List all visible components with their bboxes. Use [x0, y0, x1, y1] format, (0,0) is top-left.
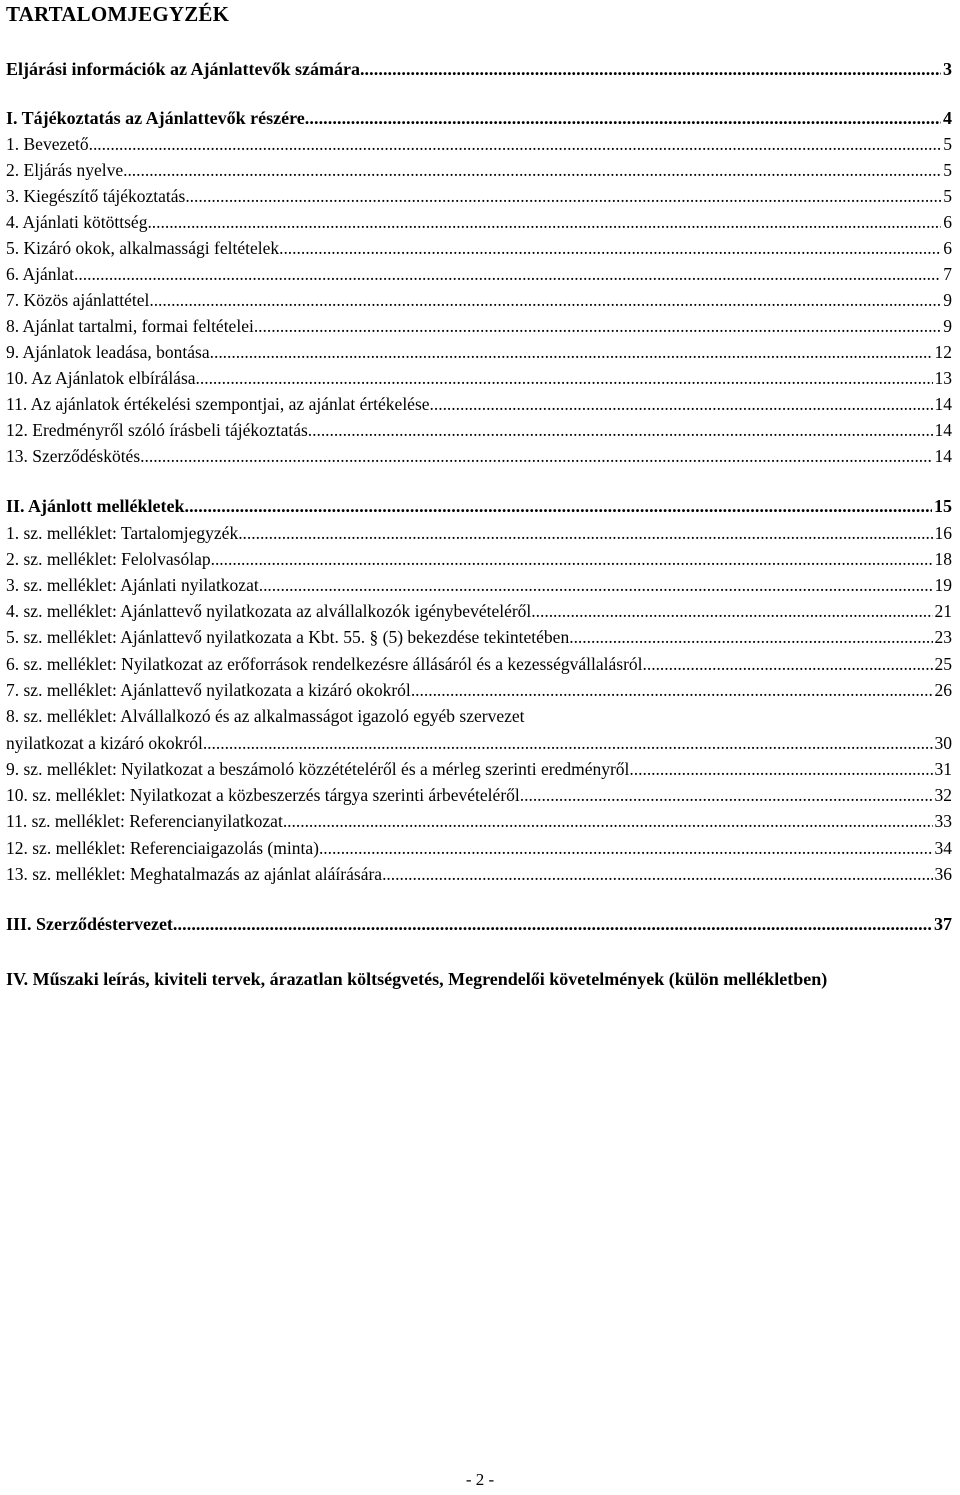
toc-leader-dots — [210, 340, 933, 364]
toc-entry-label: II. Ajánlott mellékletek — [6, 496, 185, 516]
toc-entry-page: 33 — [934, 811, 952, 831]
toc-leader-dots — [283, 809, 933, 833]
toc-leader-dots — [382, 862, 932, 886]
toc-entry-page: 15 — [934, 496, 952, 516]
toc-entry-label: 7. Közös ajánlattétel — [6, 290, 150, 310]
toc-entry-label: 2. sz. melléklet: Felolvasólap — [6, 549, 211, 569]
toc-leader-dots — [238, 521, 932, 545]
toc-entry-page: 6 — [943, 238, 952, 258]
toc-entry[interactable] — [6, 836, 952, 860]
toc-leader-dots — [123, 158, 941, 182]
toc-entry-label: 1. Bevezető — [6, 134, 89, 154]
toc-leader-dots — [520, 783, 933, 807]
toc-entry-label: 12. Eredményről szóló írásbeli tájékoztatás — [6, 420, 308, 440]
toc-entry-page: 9 — [943, 290, 952, 310]
toc-leader-dots — [149, 288, 941, 312]
toc-entry-label: 7. sz. melléklet: Ajánlattevő nyilatkozata a kizáró okokról — [6, 680, 411, 700]
toc-leader-dots — [74, 262, 941, 286]
toc-entry[interactable] — [6, 184, 952, 208]
toc-entry-page: 19 — [934, 575, 952, 595]
toc-leader-dots — [411, 678, 933, 702]
toc-entry[interactable] — [6, 366, 952, 390]
toc-entry-label-line1: 8. sz. melléklet: Alvállalkozó és az alkalmasságot igazoló egyéb szervezet — [6, 706, 525, 726]
toc-entry[interactable] — [6, 599, 952, 623]
toc-entry-page: 23 — [934, 627, 952, 647]
toc-entry-label: 11. sz. melléklet: Referencianyilatkozat — [6, 811, 283, 831]
toc-leader-dots — [259, 573, 933, 597]
toc-entry[interactable] — [6, 444, 952, 468]
toc-entry-page: 7 — [943, 264, 952, 284]
toc-entry[interactable] — [6, 652, 952, 676]
toc-entry-section-ii[interactable] — [6, 494, 952, 518]
toc-entry[interactable] — [6, 757, 952, 781]
toc-entry-label: 5. sz. melléklet: Ajánlattevő nyilatkozata a Kbt. 55. § (5) bekezdése tekintetében — [6, 627, 570, 647]
toc-entry-section-iii[interactable] — [6, 912, 952, 936]
toc-entry-page: 14 — [934, 420, 952, 440]
toc-entry-label: 8. Ajánlat tartalmi, formai feltételei — [6, 316, 254, 336]
toc-entry-page: 31 — [934, 759, 952, 779]
toc-entry-page: 9 — [943, 316, 952, 336]
toc-entry-page: 18 — [934, 549, 952, 569]
toc-entry-label: 3. Kiegészítő tájékoztatás — [6, 186, 186, 206]
toc-entry-page: 36 — [934, 864, 952, 884]
toc-entry-label: I. Tájékoztatás az Ajánlattevők részére — [6, 108, 305, 128]
toc-entry-page: 14 — [934, 394, 952, 414]
toc-entry[interactable] — [6, 521, 952, 545]
toc-entry[interactable] — [6, 809, 952, 833]
toc-leader-dots — [643, 652, 933, 676]
toc-leader-dots — [629, 757, 932, 781]
toc-entry-page: 30 — [934, 733, 952, 753]
toc-entry[interactable] — [6, 210, 952, 234]
toc-entry[interactable] — [6, 625, 952, 649]
toc-entry-page: 13 — [934, 368, 952, 388]
toc-entry-page: 14 — [934, 446, 952, 466]
toc-entry-eljarasi-informaciok[interactable] — [6, 57, 952, 81]
toc-entry[interactable] — [6, 340, 952, 364]
toc-entry-label: 13. sz. melléklet: Meghatalmazás az ajánlat aláírására — [6, 864, 383, 884]
toc-entry[interactable] — [6, 392, 952, 416]
toc-leader-dots — [308, 418, 933, 442]
toc-entry-label: 4. sz. melléklet: Ajánlattevő nyilatkozata az alvállalkozók igénybevételéről — [6, 601, 532, 621]
toc-entry-label: nyilatkozat a kizáró okokról — [6, 733, 203, 753]
toc-entry[interactable] — [6, 262, 952, 286]
toc-entry-page: 32 — [934, 785, 952, 805]
toc-entry-page: 5 — [943, 160, 952, 180]
toc-entry-page: 12 — [934, 342, 952, 362]
toc-entry[interactable] — [6, 678, 952, 702]
toc-entry[interactable] — [6, 731, 952, 755]
toc-leader-dots — [360, 57, 941, 81]
toc-entry-page: 6 — [943, 212, 952, 232]
toc-entry-page: 37 — [934, 914, 952, 934]
toc-leader-dots — [569, 625, 932, 649]
toc-entry-label: 12. sz. melléklet: Referenciaigazolás (minta) — [6, 838, 319, 858]
toc-entry-label: 3. sz. melléklet: Ajánlati nyilatkozat — [6, 575, 259, 595]
toc-entry-label: 5. Kizáró okok, alkalmassági feltételek — [6, 238, 280, 258]
toc-entry-label: 13. Szerződéskötés — [6, 446, 141, 466]
toc-entry-label: 2. Eljárás nyelve — [6, 160, 124, 180]
toc-leader-dots — [319, 836, 933, 860]
toc-leader-dots — [196, 366, 933, 390]
toc-entry-section-iv[interactable]: IV. Műszaki leírás, kiviteli tervek, árazatlan költségvetés, Megrendelői követelmények (külön mellékletben) — [6, 969, 828, 989]
toc-leader-dots — [211, 547, 933, 571]
toc-leader-dots — [140, 444, 932, 468]
toc-leader-dots — [89, 132, 942, 156]
toc-entry-page: 34 — [934, 838, 952, 858]
toc-leader-dots — [184, 494, 932, 518]
toc-entry[interactable] — [6, 132, 952, 156]
toc-entry-label: 10. sz. melléklet: Nyilatkozat a közbeszerzés tárgya szerinti árbevételéről — [6, 785, 520, 805]
toc-entry[interactable] — [6, 783, 952, 807]
toc-entry-label: 4. Ajánlati kötöttség — [6, 212, 148, 232]
toc-entry[interactable] — [6, 547, 952, 571]
toc-entry[interactable] — [6, 573, 952, 597]
toc-entry[interactable] — [6, 158, 952, 182]
toc-entry[interactable] — [6, 314, 952, 338]
toc-entry-label: 9. sz. melléklet: Nyilatkozat a beszámoló közzétételéről és a mérleg szerinti eredményről — [6, 759, 630, 779]
toc-entry-page: 4 — [943, 108, 952, 128]
toc-entry-page: 26 — [934, 680, 952, 700]
toc-entry-label: 6. sz. melléklet: Nyilatkozat az erőforrások rendelkezésre állásáról és a kezességvállalásról — [6, 654, 643, 674]
toc-entry[interactable] — [6, 288, 952, 312]
toc-entry-label: 10. Az Ajánlatok elbírálása — [6, 368, 196, 388]
toc-leader-dots — [147, 210, 941, 234]
toc-entry-label: 11. Az ajánlatok értékelési szempontjai, az ajánlat értékelése — [6, 394, 430, 414]
toc-entry-page: 16 — [934, 523, 952, 543]
toc-entry-label: III. Szerződéstervezet — [6, 914, 173, 934]
toc-entry-section-i[interactable] — [6, 106, 952, 130]
toc-entry-page: 3 — [943, 59, 952, 79]
toc-entry-page: 5 — [943, 134, 952, 154]
toc-entry-label: 6. Ajánlat — [6, 264, 75, 284]
toc-leader-dots — [430, 392, 933, 416]
toc-entry-label: Eljárási információk az Ajánlattevők számára — [6, 59, 360, 79]
toc-entry-label: 9. Ajánlatok leadása, bontása — [6, 342, 210, 362]
toc-leader-dots — [203, 731, 933, 755]
toc-entry[interactable] — [6, 418, 952, 442]
toc-entry-page: 25 — [934, 654, 952, 674]
toc-entry-label: 1. sz. melléklet: Tartalomjegyzék — [6, 523, 239, 543]
toc-leader-dots — [185, 184, 941, 208]
toc-leader-dots — [254, 314, 941, 338]
toc-entry[interactable] — [6, 236, 952, 260]
page-number: - 2 - — [465, 1470, 495, 1489]
toc-leader-dots — [305, 106, 941, 130]
toc-leader-dots — [279, 236, 941, 260]
toc-entry-page: 5 — [943, 186, 952, 206]
toc-leader-dots — [173, 912, 932, 936]
toc-entry[interactable] — [6, 862, 952, 886]
toc-entry-page: 21 — [934, 601, 952, 621]
toc-title: TARTALOMJEGYZÉK — [6, 2, 230, 26]
toc-leader-dots — [531, 599, 932, 623]
